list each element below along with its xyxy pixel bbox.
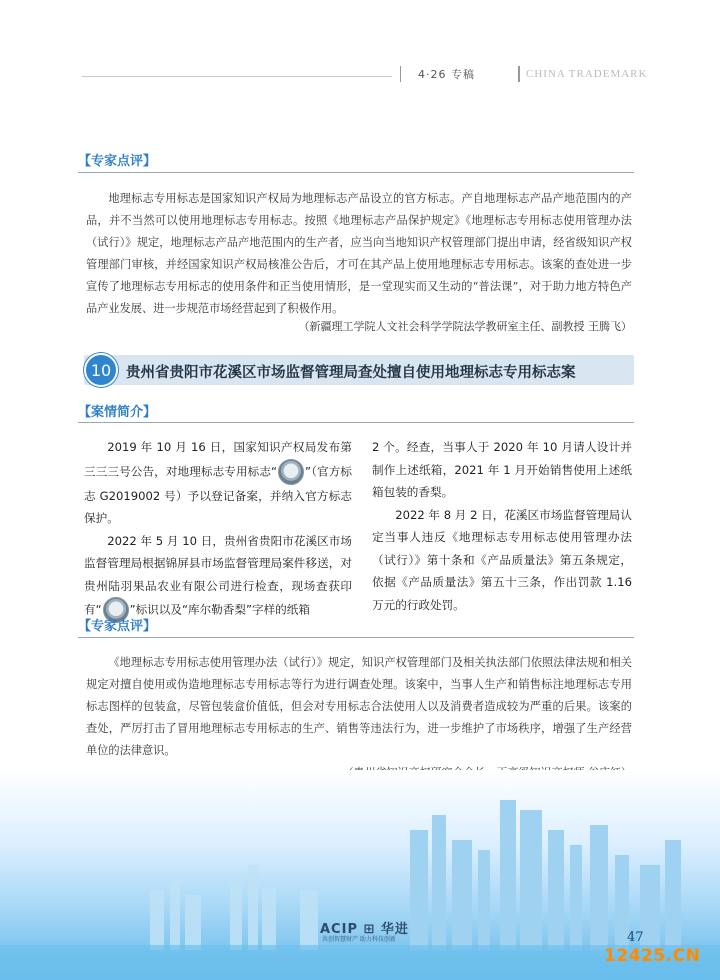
section-rule bbox=[78, 422, 634, 423]
case-intro-label: 【案情简介】 bbox=[78, 405, 157, 420]
header-rule bbox=[82, 76, 392, 77]
expert-comment-paragraph: 《地理标志专用标志使用管理办法（试行）》规定，知识产权管理部门及相关执法部门依照法律法规和相关规定对擅自使用或伪造地理标志专用标志等行为进行调查处理。该案中，当事人生产和销售标注地理标志专用标志图样的包装盒，尽管包装盒价值低，但会对专用标志合法使用人以及消费者造成较为严重的后果。该案的查处，严厉打击了冒用地理标志专用标志的生产、销售等违法行为，进一步维护了市场秩序，增强了生产经营单位的法律意识。 bbox=[86, 656, 632, 757]
text-span: ”（官方标志 G2019002 号）予以登记备案，并纳入官方标志保护。 bbox=[84, 464, 352, 525]
case-paragraph: 2022 年 8 月 2 日，花溪区市场监督管理局认定当事人违反《地理标志专用标志使用管理办法（试行）》第十条和《产品质量法》第五条规定，依据《产品质量法》第五十三条，作出罚款 1.16 万元的行政处罚。 bbox=[372, 507, 632, 612]
case-right-column bbox=[372, 436, 632, 616]
text-span: ”标识以及“库尔勒香梨”字样的纸箱 bbox=[129, 602, 310, 617]
text-span: 2019 年 10 月 16 日，国家知识产权局发布第三三三号公告，对地理标志专用标志“ bbox=[84, 440, 352, 478]
geographical-indication-logo-icon bbox=[278, 459, 304, 485]
site-watermark: 12425.CN bbox=[604, 946, 701, 966]
acip-logo: ACIP ⊞ 华进 bbox=[320, 922, 409, 937]
expert-comment-paragraph: 地理标志专用标志是国家知识产权局为地理标志产品设立的官方标志。产自地理标志产品产地范围内的产品，并不当然可以使用地理标志专用标志。按照《地理标志产品保护规定》《地理标志专用标志使用管理办法（试行）》规定，地理标志产品产地范围内的生产者，应当向当地知识产权管理部门提出申请，经省级知识产权管理部门审核，并经国家知识产权局核准公告后，才可在其产品上使用地理标志专用标志。该案的查处进一步宣传了地理标志专用标志的使用条件和正当使用情形，是一堂现实而又生动的“普法课”，对于助力地方特色产品产业发展、进一步规范市场经营起到了积极作用。 bbox=[86, 192, 632, 315]
expert-comment-label: 【专家点评】 bbox=[78, 619, 157, 634]
case-title: 贵州省贵阳市花溪区市场监督管理局查处擅自使用地理标志专用标志案 bbox=[126, 365, 576, 381]
expert-signature: （新疆理工学院人文社会科学学院法学教研室主任、副教授 王腾飞） bbox=[298, 320, 632, 333]
case-paragraph bbox=[84, 436, 352, 530]
case-number-badge: 10 bbox=[84, 353, 118, 387]
header-divider bbox=[400, 66, 401, 82]
section-rule bbox=[78, 637, 634, 638]
expert-comment-label: 【专家点评】 bbox=[78, 154, 157, 169]
footer-slogan: 共创智慧财产 助力科技创新 bbox=[322, 936, 396, 943]
header-divider bbox=[518, 66, 520, 82]
page-number: 47 bbox=[627, 930, 644, 945]
case-paragraph bbox=[84, 530, 352, 624]
text-span: 2022 年 5 月 10 日，贵州省贵阳市花溪区市场监督管理局根据锦屏县市场监督管理局案件移送，对贵州陆羽果品农业有限公司进行检查，现场查获印有“ bbox=[84, 533, 352, 617]
issue-label: 4·26 专稿 bbox=[418, 68, 475, 81]
case-left-column bbox=[84, 436, 352, 623]
case-paragraph: 2 个。经查，当事人于 2020 年 10 月请人设计并制作上述纸箱，2021 年 1 月开始销售使用上述纸箱包装的香梨。 bbox=[372, 440, 632, 499]
section-rule bbox=[78, 172, 634, 173]
brand-label: CHINA TRADEMARK bbox=[526, 68, 648, 80]
